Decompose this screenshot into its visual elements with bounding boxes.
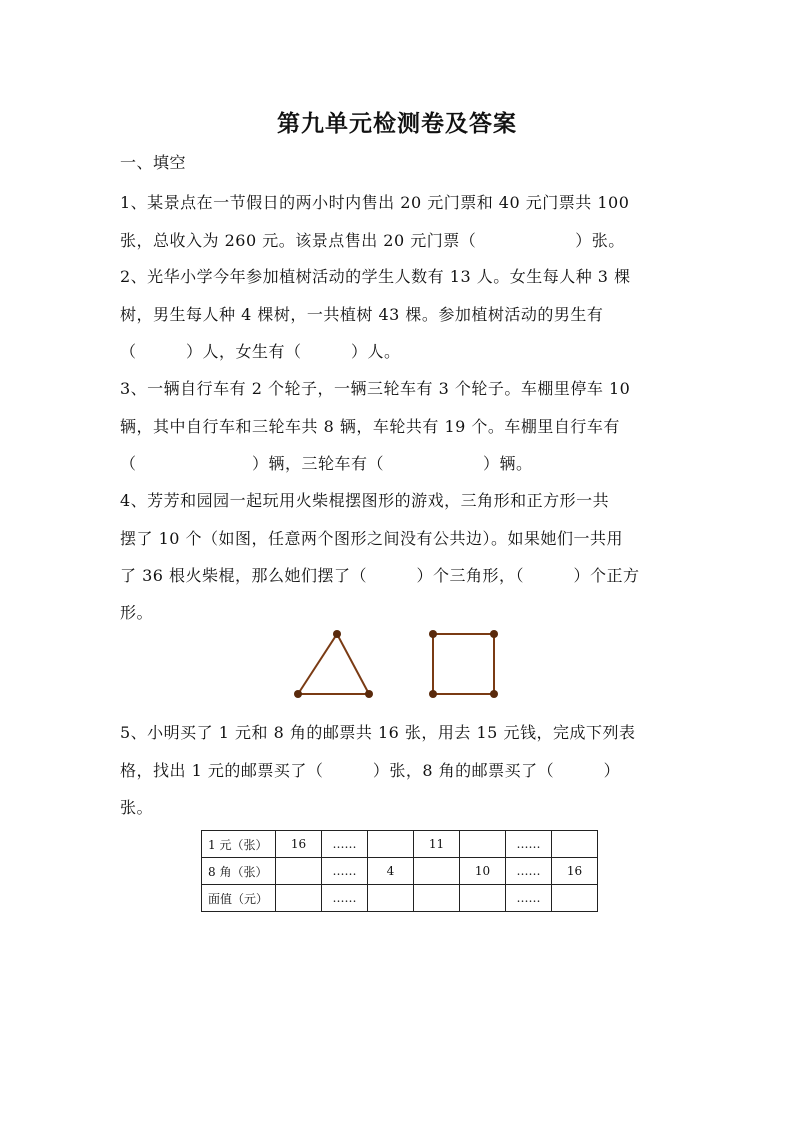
table-cell xyxy=(460,885,506,912)
q2-line1: 2、光华小学今年参加植树活动的学生人数有 13 人。女生每人种 3 棵 xyxy=(120,267,631,286)
table-cell xyxy=(414,885,460,912)
table-cell xyxy=(552,831,598,858)
table-cell: 4 xyxy=(368,858,414,885)
q5-line2: 格，找出 1 元的邮票买了（ ）张，8 角的邮票买了（ ） xyxy=(120,761,621,780)
q4-line2: 摆了 10 个（如图，任意两个图形之间没有公共边）。如果她们一共用 xyxy=(120,529,624,548)
row-label: 面值（元） xyxy=(202,885,276,912)
q2-line3: （ ）人，女生有（ ）人。 xyxy=(120,342,401,361)
table-cell: 16 xyxy=(276,831,322,858)
table-row xyxy=(202,858,598,885)
matchstick-figures xyxy=(280,620,520,710)
matchstick-triangle xyxy=(294,630,373,698)
table-cell: …… xyxy=(322,858,368,885)
q4-line1: 4、芳芳和园园一起玩用火柴棍摆图形的游戏，三角形和正方形一共 xyxy=(120,491,610,510)
table-cell: …… xyxy=(506,858,552,885)
q1-line1: 1、某景点在一节假日的两小时内售出 20 元门票和 40 元门票共 100 xyxy=(120,193,630,212)
q5-line1: 5、小明买了 1 元和 8 角的邮票共 16 张，用去 15 元钱，完成下列表 xyxy=(120,723,636,742)
table-cell xyxy=(414,858,460,885)
q4-line3: 了 36 根火柴棍，那么她们摆了（ ）个三角形，（ ）个正方 xyxy=(120,566,640,585)
table-cell: 11 xyxy=(414,831,460,858)
table-cell xyxy=(276,885,322,912)
table-row xyxy=(202,831,598,858)
table-cell: …… xyxy=(322,885,368,912)
q5-line3: 张。 xyxy=(120,798,154,817)
row-label: 1 元（张） xyxy=(202,831,276,858)
table-cell xyxy=(460,831,506,858)
table-cell xyxy=(552,885,598,912)
matchstick-square xyxy=(429,630,498,698)
table-cell: …… xyxy=(506,885,552,912)
table-cell xyxy=(368,831,414,858)
table-cell: 16 xyxy=(552,858,598,885)
q1-line2: 张，总收入为 260 元。该景点售出 20 元门票（ ）张。 xyxy=(120,231,625,250)
q2-line2: 树，男生每人种 4 棵树，一共植树 43 棵。参加植树活动的男生有 xyxy=(120,305,604,324)
page-title: 第九单元检测卷及答案 xyxy=(277,110,517,137)
table-cell: …… xyxy=(506,831,552,858)
q3-line1: 3、一辆自行车有 2 个轮子，一辆三轮车有 3 个轮子。车棚里停车 10 xyxy=(120,379,631,398)
table-cell xyxy=(276,858,322,885)
stamp-table xyxy=(201,830,598,912)
table-cell: …… xyxy=(322,831,368,858)
row-label: 8 角（张） xyxy=(202,858,276,885)
q3-line3: （ ）辆，三轮车有（ ）辆。 xyxy=(120,454,533,473)
table-cell: 10 xyxy=(460,858,506,885)
q3-line2: 辆，其中自行车和三轮车共 8 辆，车轮共有 19 个。车棚里自行车有 xyxy=(120,417,620,436)
section-heading: 一、填空 xyxy=(120,153,187,172)
table-row xyxy=(202,885,598,912)
q4-line4: 形。 xyxy=(120,603,154,622)
table-cell xyxy=(368,885,414,912)
